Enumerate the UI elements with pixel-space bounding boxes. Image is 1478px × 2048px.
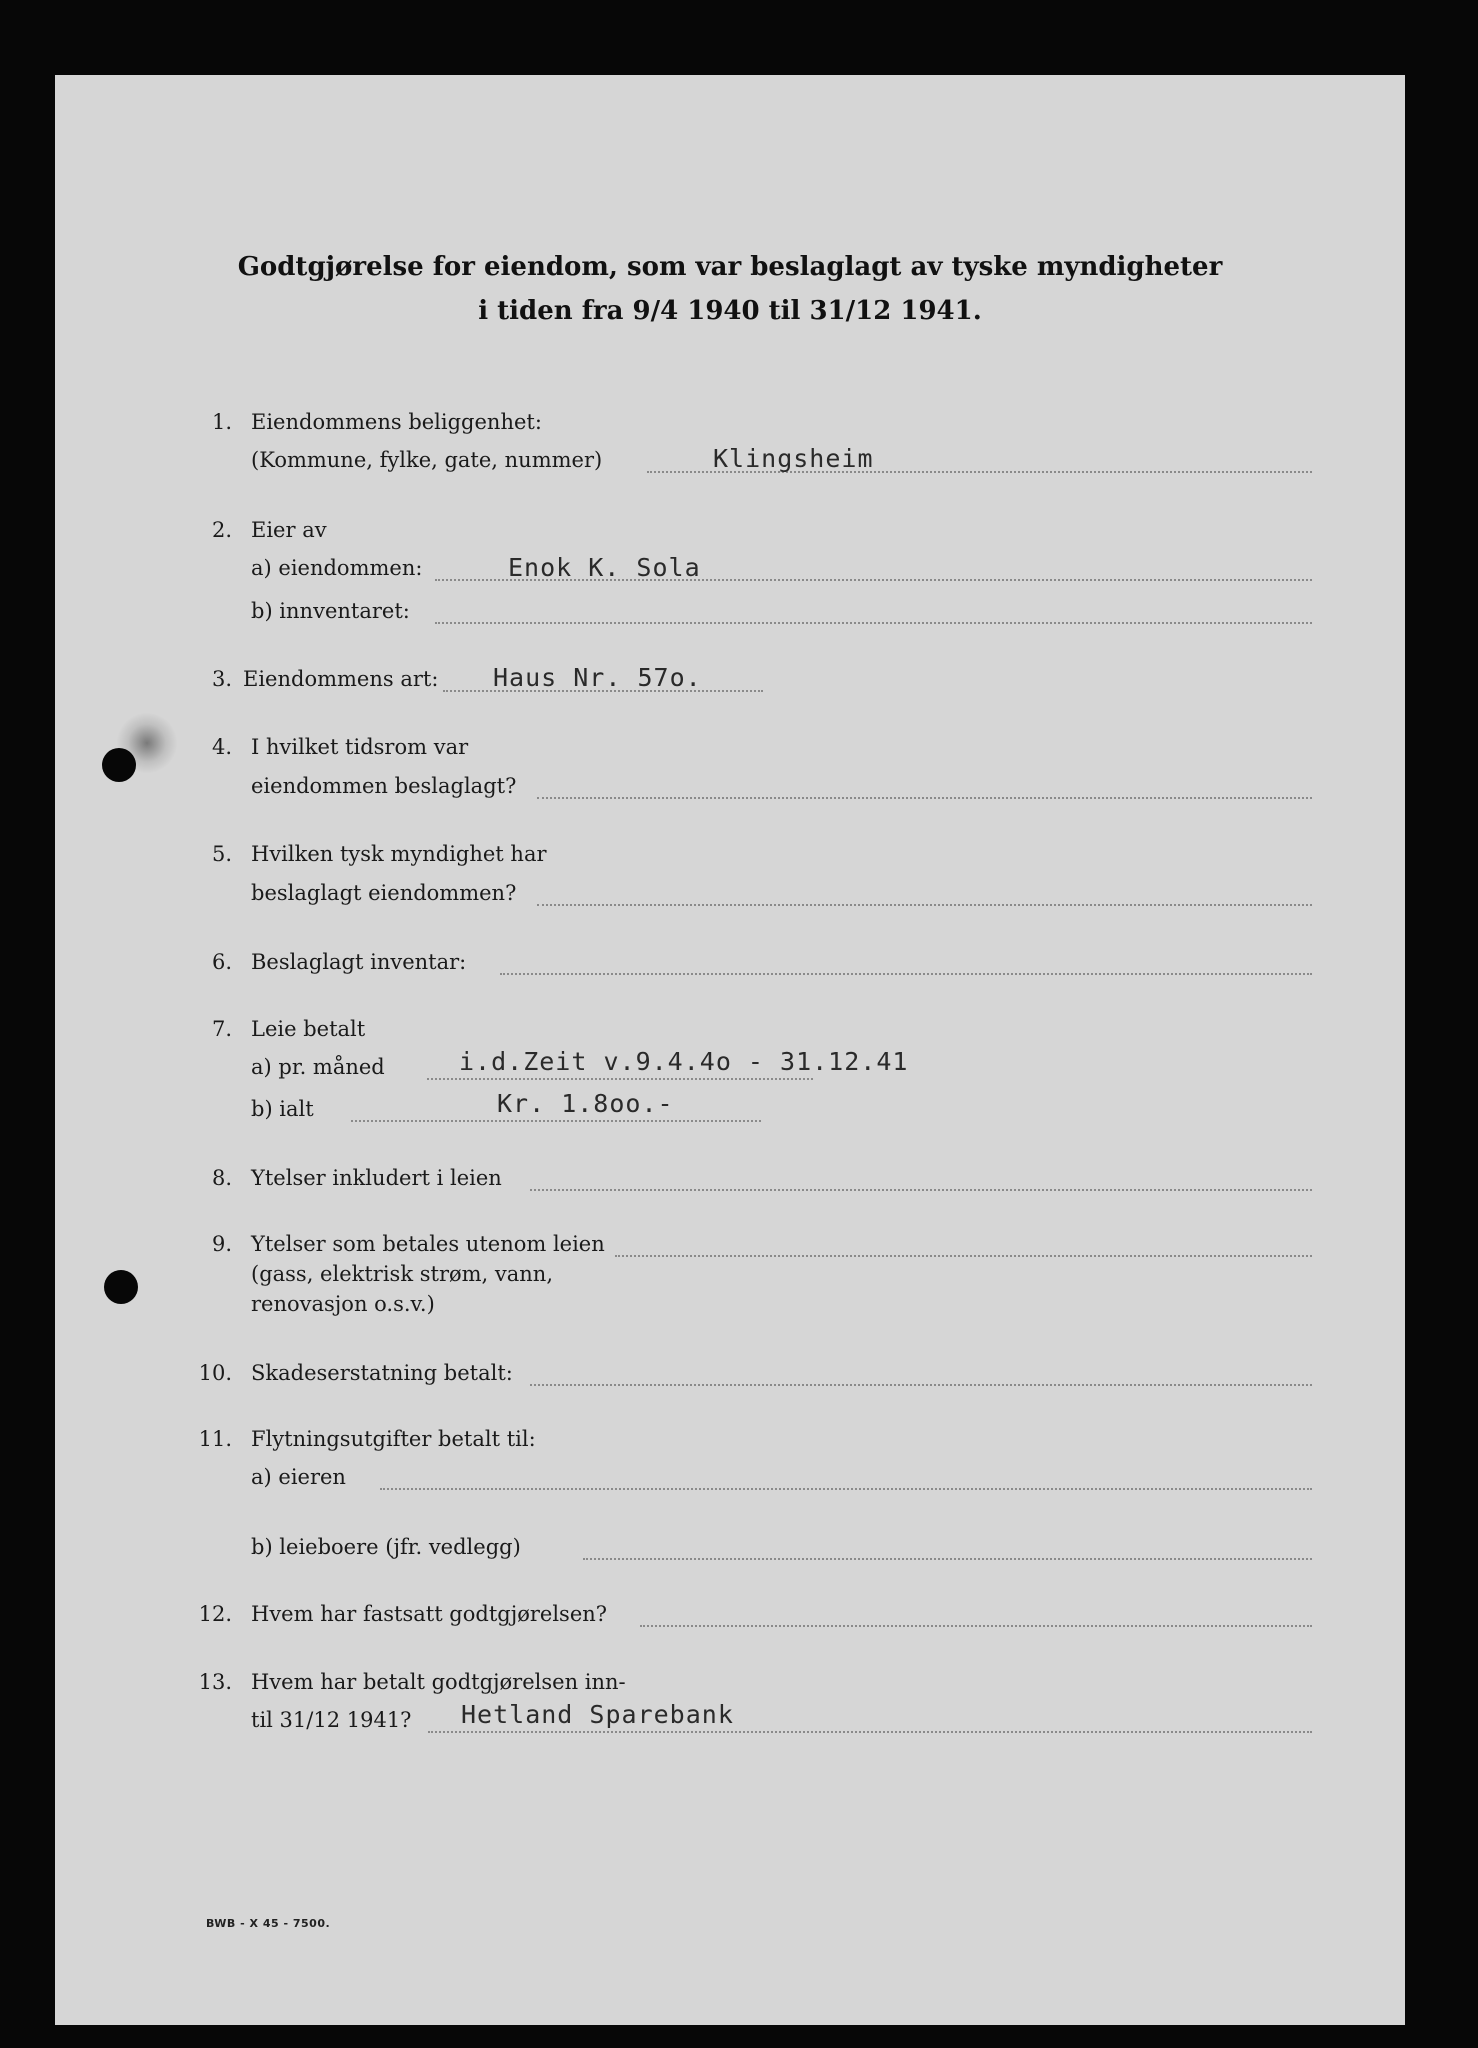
- item-11b-label: b) leieboere (jfr. vedlegg): [251, 1535, 521, 1559]
- item-13-label-line1: Hvem har betalt godtgjørelsen inn-: [251, 1670, 626, 1694]
- item-4-number: 4.: [211, 735, 232, 759]
- item-9-number: 9.: [211, 1232, 232, 1256]
- item-12-label: Hvem har fastsatt godtgjørelsen?: [251, 1602, 608, 1626]
- item-10-label: Skadeserstatning betalt:: [251, 1361, 513, 1385]
- item-8-label: Ytelser inkludert i leien: [251, 1166, 502, 1190]
- title-line-2: i tiden fra 9/4 1940 til 31/12 1941.: [478, 296, 982, 326]
- form-title: [55, 245, 1405, 333]
- item-13-label-line2: til 31/12 1941?: [251, 1708, 412, 1732]
- item-11b-answer-line: [583, 1558, 1312, 1560]
- item-4-answer-line: [537, 797, 1312, 799]
- item-2-label-line1: Eier av: [251, 518, 327, 542]
- item-5-answer-line: [537, 904, 1312, 906]
- item-4-label-line1: I hvilket tidsrom var: [251, 735, 469, 759]
- item-6-label: Beslaglagt inventar:: [251, 950, 467, 974]
- item-9-answer-line: [615, 1255, 1312, 1257]
- item-6-number: 6.: [211, 950, 232, 974]
- item-9-label-line1: Ytelser som betales utenom leien: [251, 1232, 605, 1256]
- item-2a-answer: Enok K. Sola: [508, 553, 701, 582]
- item-1-label-line1: Eiendommens beliggenhet:: [251, 410, 542, 434]
- item-12-number: 12.: [198, 1602, 232, 1626]
- item-7a-answer-line: [427, 1078, 813, 1080]
- item-7a-label: a) pr. måned: [251, 1055, 385, 1079]
- item-6-answer-line: [500, 973, 1312, 975]
- item-1-label-line2: (Kommune, fylke, gate, nummer): [251, 448, 603, 472]
- item-2a-label: a) eiendommen:: [251, 556, 423, 580]
- item-2b-label: b) innventaret:: [251, 599, 410, 623]
- form-print-code: BWB - X 45 - 7500.: [206, 1917, 331, 1930]
- title-line-1: Godtgjørelse for eiendom, som var beslaglagt av tyske myndigheter: [237, 252, 1223, 282]
- item-5-label-line2: beslaglagt eiendommen?: [251, 881, 517, 905]
- item-11-label-line1: Flytningsutgifter betalt til:: [251, 1427, 536, 1451]
- item-11-number: 11.: [198, 1427, 232, 1451]
- item-1-number: 1.: [211, 410, 232, 434]
- form-page: [55, 75, 1405, 2025]
- item-8-number: 8.: [211, 1166, 232, 1190]
- punch-hole-bottom: [104, 1270, 138, 1304]
- item-5-label-line1: Hvilken tysk myndighet har: [251, 842, 547, 866]
- item-12-answer-line: [640, 1625, 1312, 1627]
- item-1-answer: Klingsheim: [713, 444, 874, 473]
- item-10-answer-line: [530, 1384, 1312, 1386]
- item-9-label-line2: (gass, elektrisk strøm, vann,: [251, 1262, 553, 1286]
- item-8-answer-line: [530, 1189, 1312, 1191]
- item-7b-answer-line: [351, 1120, 761, 1122]
- item-13-answer: Hetland Sparebank: [461, 1700, 734, 1729]
- item-3-answer: Haus Nr. 57o.: [493, 663, 702, 692]
- item-7-number: 7.: [211, 1017, 232, 1041]
- item-3-number: 3.: [211, 667, 232, 691]
- item-9-label-line3: renovasjon o.s.v.): [251, 1292, 435, 1316]
- punch-hole-top: [102, 748, 136, 782]
- item-7b-answer: Kr. 1.8oo.-: [497, 1089, 674, 1118]
- item-2-number: 2.: [211, 518, 232, 542]
- item-7-label-line1: Leie betalt: [251, 1017, 366, 1041]
- item-13-number: 13.: [198, 1670, 232, 1694]
- item-5-number: 5.: [211, 842, 232, 866]
- item-13-answer-line: [428, 1731, 1312, 1733]
- item-11a-label: a) eieren: [251, 1465, 346, 1489]
- item-4-label-line2: eiendommen beslaglagt?: [251, 774, 517, 798]
- item-10-number: 10.: [198, 1361, 232, 1385]
- item-3-label: Eiendommens art:: [243, 667, 439, 691]
- item-11a-answer-line: [380, 1488, 1312, 1490]
- item-7b-label: b) ialt: [251, 1097, 314, 1121]
- item-2b-answer-line: [435, 622, 1312, 624]
- item-7a-answer: i.d.Zeit v.9.4.4o - 31.12.41: [459, 1047, 909, 1076]
